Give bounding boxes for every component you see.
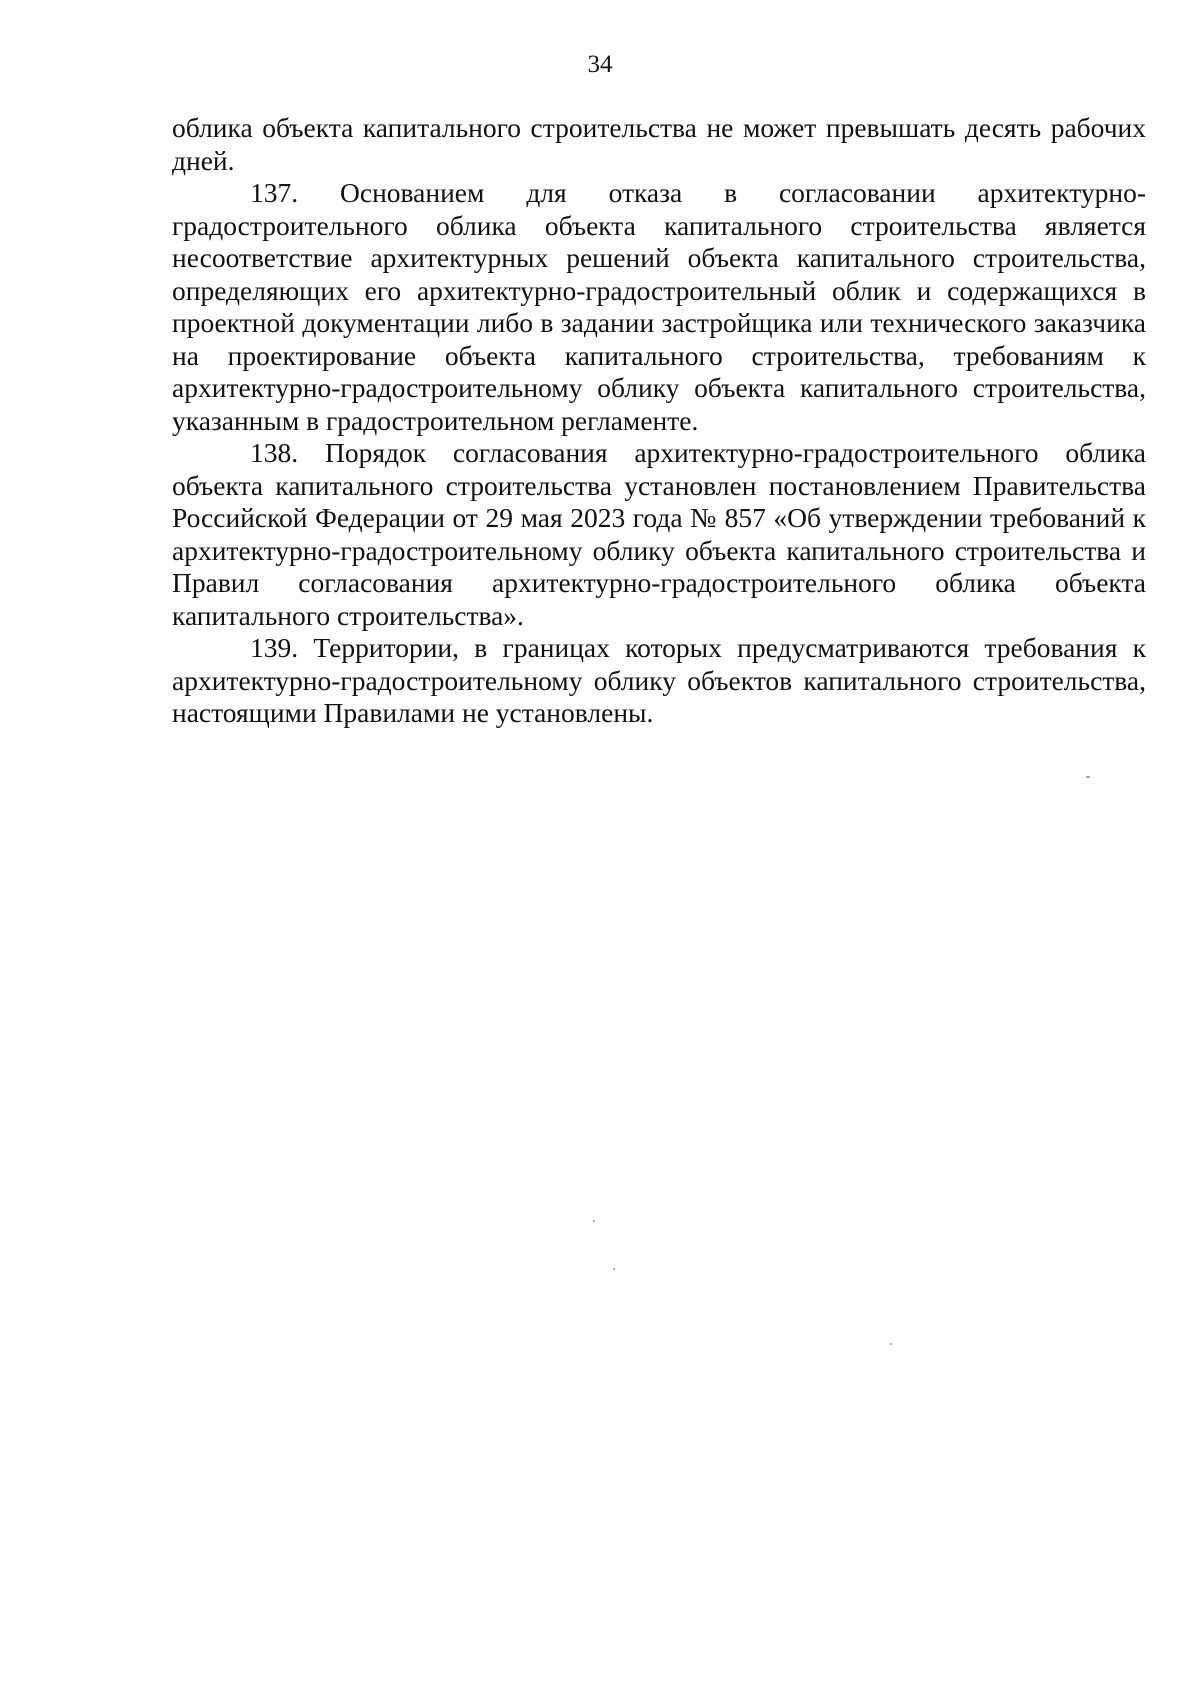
scan-speck: [613, 1268, 615, 1270]
paragraph-137: 137. Основанием для отказа в согласовании архитектурно-градостроительного облика объекта капитального строительства является несоответствие архитектурных решений объекта капитального строительства, определяющих его архитектурно-градостроительный облик и содержащихся в проектной документации либо в задании застройщика или технического заказчика на проектирование объекта капитального строительства, требованиям к архитектурно-градостроительному облику объекта капитального строительства, указанным в градостроительном регламенте.: [172, 177, 1146, 436]
scan-speck: [593, 1220, 595, 1222]
scan-speck: [890, 1343, 892, 1345]
paragraph-139: 139. Территории, в границах которых предусматриваются требования к архитектурно-градостроительному облику объектов капитального строительства, настоящими Правилами не установлены.: [172, 632, 1146, 728]
paragraph-continuation: облика объекта капитального строительства не может превышать десять рабочих дней.: [172, 112, 1146, 176]
paragraph-138: 138. Порядок согласования архитектурно-градостроительного облика объекта капитального строительства установлен постановлением Правительства Российской Федерации от 29 мая 2023 года № 857 «Об утверждении требований к архитектурно-градостроительному облику объекта капитального строительства и Правил согласования архитектурно-градостроительного облика объекта капитального строительства».: [172, 437, 1146, 631]
document-body: [172, 112, 1146, 730]
page-number: 34: [587, 51, 613, 78]
scan-speck: [1086, 776, 1090, 778]
